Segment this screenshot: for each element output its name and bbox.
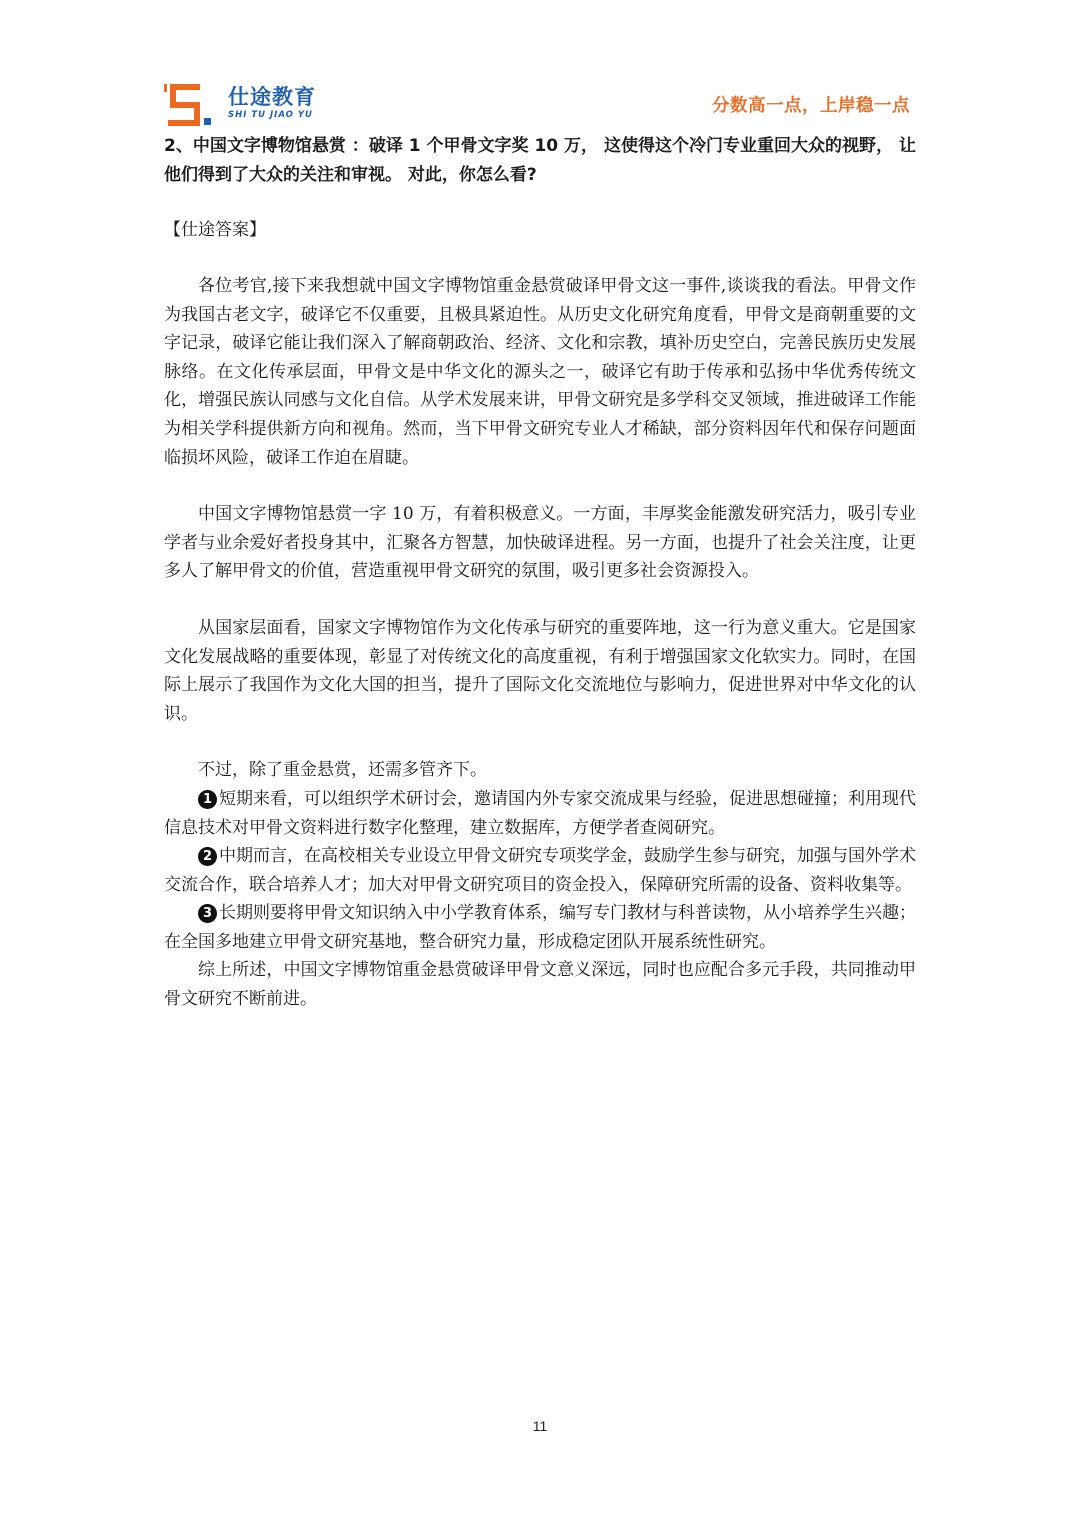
list-item-text: 中期而言，在高校相关专业设立甲骨文研究专项奖学金，鼓励学生参与研究，加强与国外学术交流合作，联合培养人才；加大对甲骨文研究项目的资金投入，保障研究所需的设备、资料收集等。 [164,846,916,895]
logo-chinese-name: 仕途教育 [228,85,316,109]
list-item-mid-term [164,842,916,899]
list-item-text: 短期来看，可以组织学术研讨会，邀请国内外专家交流成果与经验，促进思想碰撞；利用现代信息技术对甲骨文资料进行数字化整理，建立数据库，方便学者查阅研究。 [164,788,916,838]
number-circle-icon: 1 [198,790,217,809]
paragraph-background: 各位考官,接下来我想就中国文字博物馆重金悬赏破译甲骨文这一事件,谈谈我的看法。甲骨文作为我国古老文字，破译它不仅重要，且极具紧迫性。从历史文化研究角度看，甲骨文是商朝重要的文字记录，破译它能让我们深入了解商朝政治、经济、文化和宗教，填补历史空白，完善民族历史发展脉络。在文化传承层面，甲骨文是中华文化的源头之一，破译它有助于传承和弘扬中华优秀传统文化，增强民族认同感与文化自信。从学术发展来讲，甲骨文研究是多学科交叉领域，推进破译工作能为相关学科提供新方向和视角。然而，当下甲骨文研究专业人才稀缺，部分资料因年代和保存问题面临损坏风险，破译工作迫在眉睫。 [164,276,916,468]
list-item-long-term [164,899,916,956]
header-slogan: 分数高一点，上岸稳一点 [712,96,910,116]
logo-wordmark [228,86,316,120]
document-body [164,132,916,1014]
question-heading: 2、中国文字博物馆悬赏 ：破译 1 个甲骨文字奖 10 万， 这使得这个冷门专业重回大众的视野， 让他们得到了大众的关注和审视。 对此，你怎么看? [164,136,916,185]
number-circle-icon: 3 [198,904,217,923]
paragraph-national-level: 从国家层面看，国家文字博物馆作为文化传承与研究的重要阵地，这一行为意义重大。它是国家文化发展战略的重要体现，彰显了对传统文化的高度重视，有利于增强国家文化软实力。同时，在国际上展示了我国作为文化大国的担当，提升了国际文化交流地位与影响力，促进世界对中华文化的认识。 [164,617,916,724]
page-number: 11 [532,1418,548,1434]
paragraph-conclusion: 综上所述，中国文字博物馆重金悬赏破译甲骨文意义深远，同时也应配合多元手段，共同推动甲骨文研究不断前进。 [164,960,916,1010]
page-header [164,74,916,130]
paragraph-significance: 中国文字博物馆悬赏一字 10 万，有着积极意义。一方面，丰厚奖金能激发研究活力，吸引专业学者与业余爱好者投身其中，汇聚各方智慧，加快破译进程。另一方面，也提升了社会关注度，让更多人了解甲骨文的价值，营造重视甲骨文研究的氛围，吸引更多社会资源投入。 [164,504,916,582]
shitu-s-logo-icon [164,80,216,130]
answer-label: 【仕途答案】 [164,220,266,240]
logo-pinyin-name: SHI TU JIAO YU [228,110,313,120]
list-item-text: 长期则要将甲骨文知识纳入中小学教育体系，编写专门教材与科普读物，从小培养学生兴趣；在全国多地建立甲骨文研究基地，整合研究力量，形成稳定团队开展系统性研究。 [164,903,916,952]
list-item-short-term [164,785,916,842]
paragraph-transition: 不过，除了重金悬赏，还需多管齐下。 [198,760,487,781]
number-circle-icon: 2 [198,847,217,866]
